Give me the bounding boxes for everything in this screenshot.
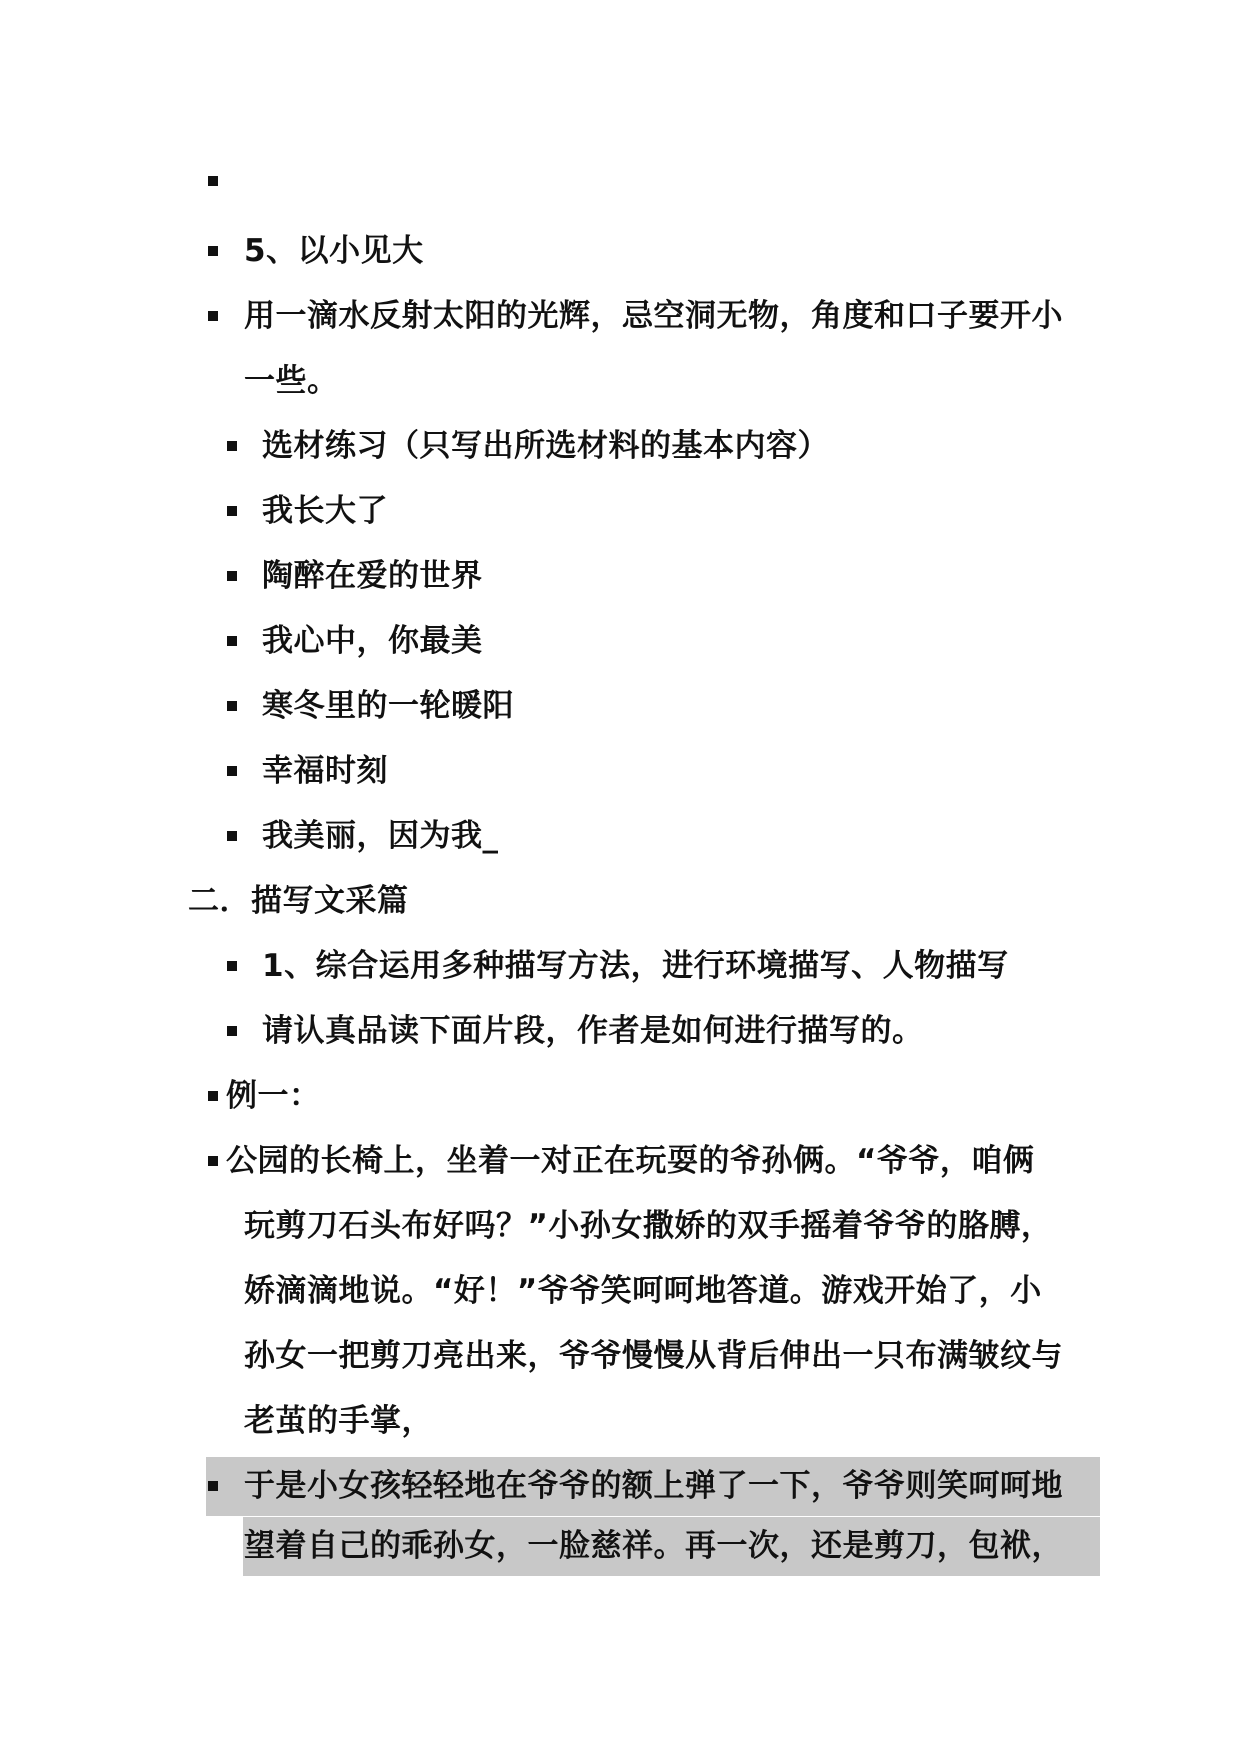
list-item: 我美丽，因为我_ xyxy=(262,818,499,854)
bullet-marker xyxy=(227,506,237,516)
paragraph-line: 玩剪刀石头布好吗？”小孙女撒娇的双手摇着爷爷的胳膊， xyxy=(244,1208,1053,1244)
paragraph-line: 娇滴滴地说。“好！”爷爷笑呵呵地答道。游戏开始了，小 xyxy=(244,1273,1042,1309)
list-item: 寒冬里的一轮暖阳 xyxy=(262,688,514,724)
paragraph-line: 孙女一把剪刀亮出来，爷爷慢慢从背后伸出一只布满皱纹与 xyxy=(244,1338,1063,1374)
list-item: 选材练习（只写出所选材料的基本内容） xyxy=(262,428,829,464)
bullet-marker xyxy=(227,636,237,646)
highlighted-line: 望着自己的乖孙女，一脸慈祥。再一次，还是剪刀，包袱， xyxy=(244,1528,1063,1564)
bullet-marker xyxy=(208,1091,218,1101)
text-line: 一些。 xyxy=(244,363,339,399)
bullet-marker xyxy=(208,1156,218,1166)
bullet-marker xyxy=(227,831,237,841)
example-label: 例一： xyxy=(226,1078,321,1114)
list-item: 我长大了 xyxy=(262,493,388,529)
list-item: 请认真品读下面片段，作者是如何进行描写的。 xyxy=(262,1013,924,1049)
bullet-marker xyxy=(227,1026,237,1036)
highlighted-line: 于是小女孩轻轻地在爷爷的额上弹了一下，爷爷则笑呵呵地 xyxy=(244,1468,1063,1504)
bullet-marker xyxy=(227,571,237,581)
list-item: 我心中，你最美 xyxy=(262,623,483,659)
bullet-marker xyxy=(227,701,237,711)
list-item: 幸福时刻 xyxy=(262,753,388,789)
list-item: 1、综合运用多种描写方法，进行环境描写、人物描写 xyxy=(262,948,1009,984)
list-item: 陶醉在爱的世界 xyxy=(262,558,483,594)
text-line: 用一滴水反射太阳的光辉，忌空洞无物，角度和口子要开小 xyxy=(244,298,1063,334)
heading-line: 5、以小见大 xyxy=(244,233,424,269)
paragraph-line: 公园的长椅上，坐着一对正在玩耍的爷孙俩。“爷爷，咱俩 xyxy=(226,1143,1035,1179)
bullet-marker xyxy=(208,246,218,256)
bullet-marker xyxy=(208,176,218,186)
bullet-marker xyxy=(208,311,218,321)
section-heading: 二．描写文采篇 xyxy=(188,883,409,919)
bullet-marker xyxy=(227,766,237,776)
bullet-marker xyxy=(227,441,237,451)
paragraph-line: 老茧的手掌， xyxy=(244,1403,433,1439)
bullet-marker xyxy=(227,961,237,971)
bullet-marker xyxy=(208,1481,218,1491)
